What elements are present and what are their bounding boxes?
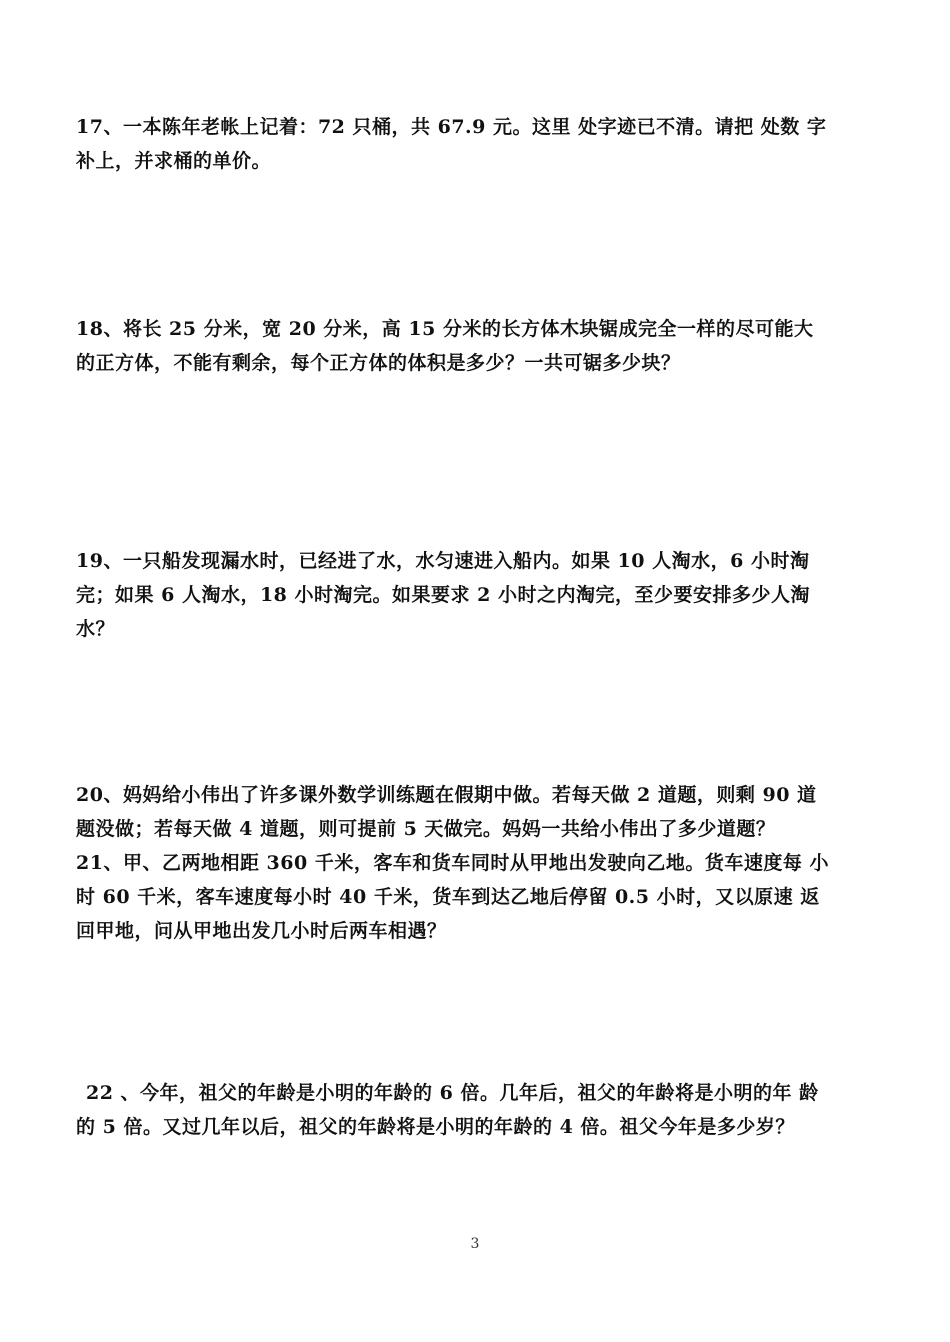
problem-22-line-1: 22 、今年，祖父的年龄是小明的年龄的 6 倍。几年后，祖父的年龄将是小明的年 龄: [86, 1082, 819, 1104]
problem-18: [76, 312, 884, 380]
problem-22: [76, 1076, 884, 1144]
problem-20-line-1: 20、妈妈给小伟出了许多课外数学训练题在假期中做。若每天做 2 道题，则剩 90 道: [76, 784, 817, 806]
problem-21-line-3: 回甲地，问从甲地出发几小时后两车相遇？: [76, 920, 447, 942]
problem-18-line-1: 18、将长 25 分米，宽 20 分米，高 15 分米的长方体木块锯成完全一样的尽可能大: [76, 318, 814, 340]
problem-19: [76, 544, 884, 646]
problem-19-line-1: 19、一只船发现漏水时，已经进了水，水匀速进入船内。如果 10 人淘水，6 小时淘: [76, 550, 810, 572]
problem-20-line-2: 题没做；若每天做 4 道题，则可提前 5 天做完。妈妈一共给小伟出了多少道题？: [76, 818, 776, 840]
problem-21-line-2: 时 60 千米，客车速度每小时 40 千米，货车到达乙地后停留 0.5 小时，又以原速 返: [76, 886, 820, 908]
problem-22-line-2: 的 5 倍。又过几年以后，祖父的年龄将是小明的年龄的 4 倍。祖父今年是多少岁？: [76, 1116, 795, 1138]
problem-21-line-1: 21、甲、乙两地相距 360 千米，客车和货车同时从甲地出发驶向乙地。货车速度每 小: [76, 852, 829, 874]
problem-20-21: [76, 778, 884, 948]
problem-19-line-2: 完；如果 6 人淘水，18 小时淘完。如果要求 2 小时之内淘完，至少要安排多少人淘: [76, 584, 810, 606]
problem-17: [76, 110, 884, 178]
problem-17-line-1: 17、一本陈年老帐上记着：72 只桶，共 67.9 元。这里 处字迹已不清。请把 处数 字: [76, 116, 827, 138]
page-number: 3: [470, 1236, 480, 1252]
problem-17-line-2: 补上，并求桶的单价。: [76, 150, 272, 172]
problem-18-line-2: 的正方体，不能有剩余，每个正方体的体积是多少？一共可锯多少块？: [76, 352, 681, 374]
problem-19-line-3: 水？: [76, 618, 116, 640]
